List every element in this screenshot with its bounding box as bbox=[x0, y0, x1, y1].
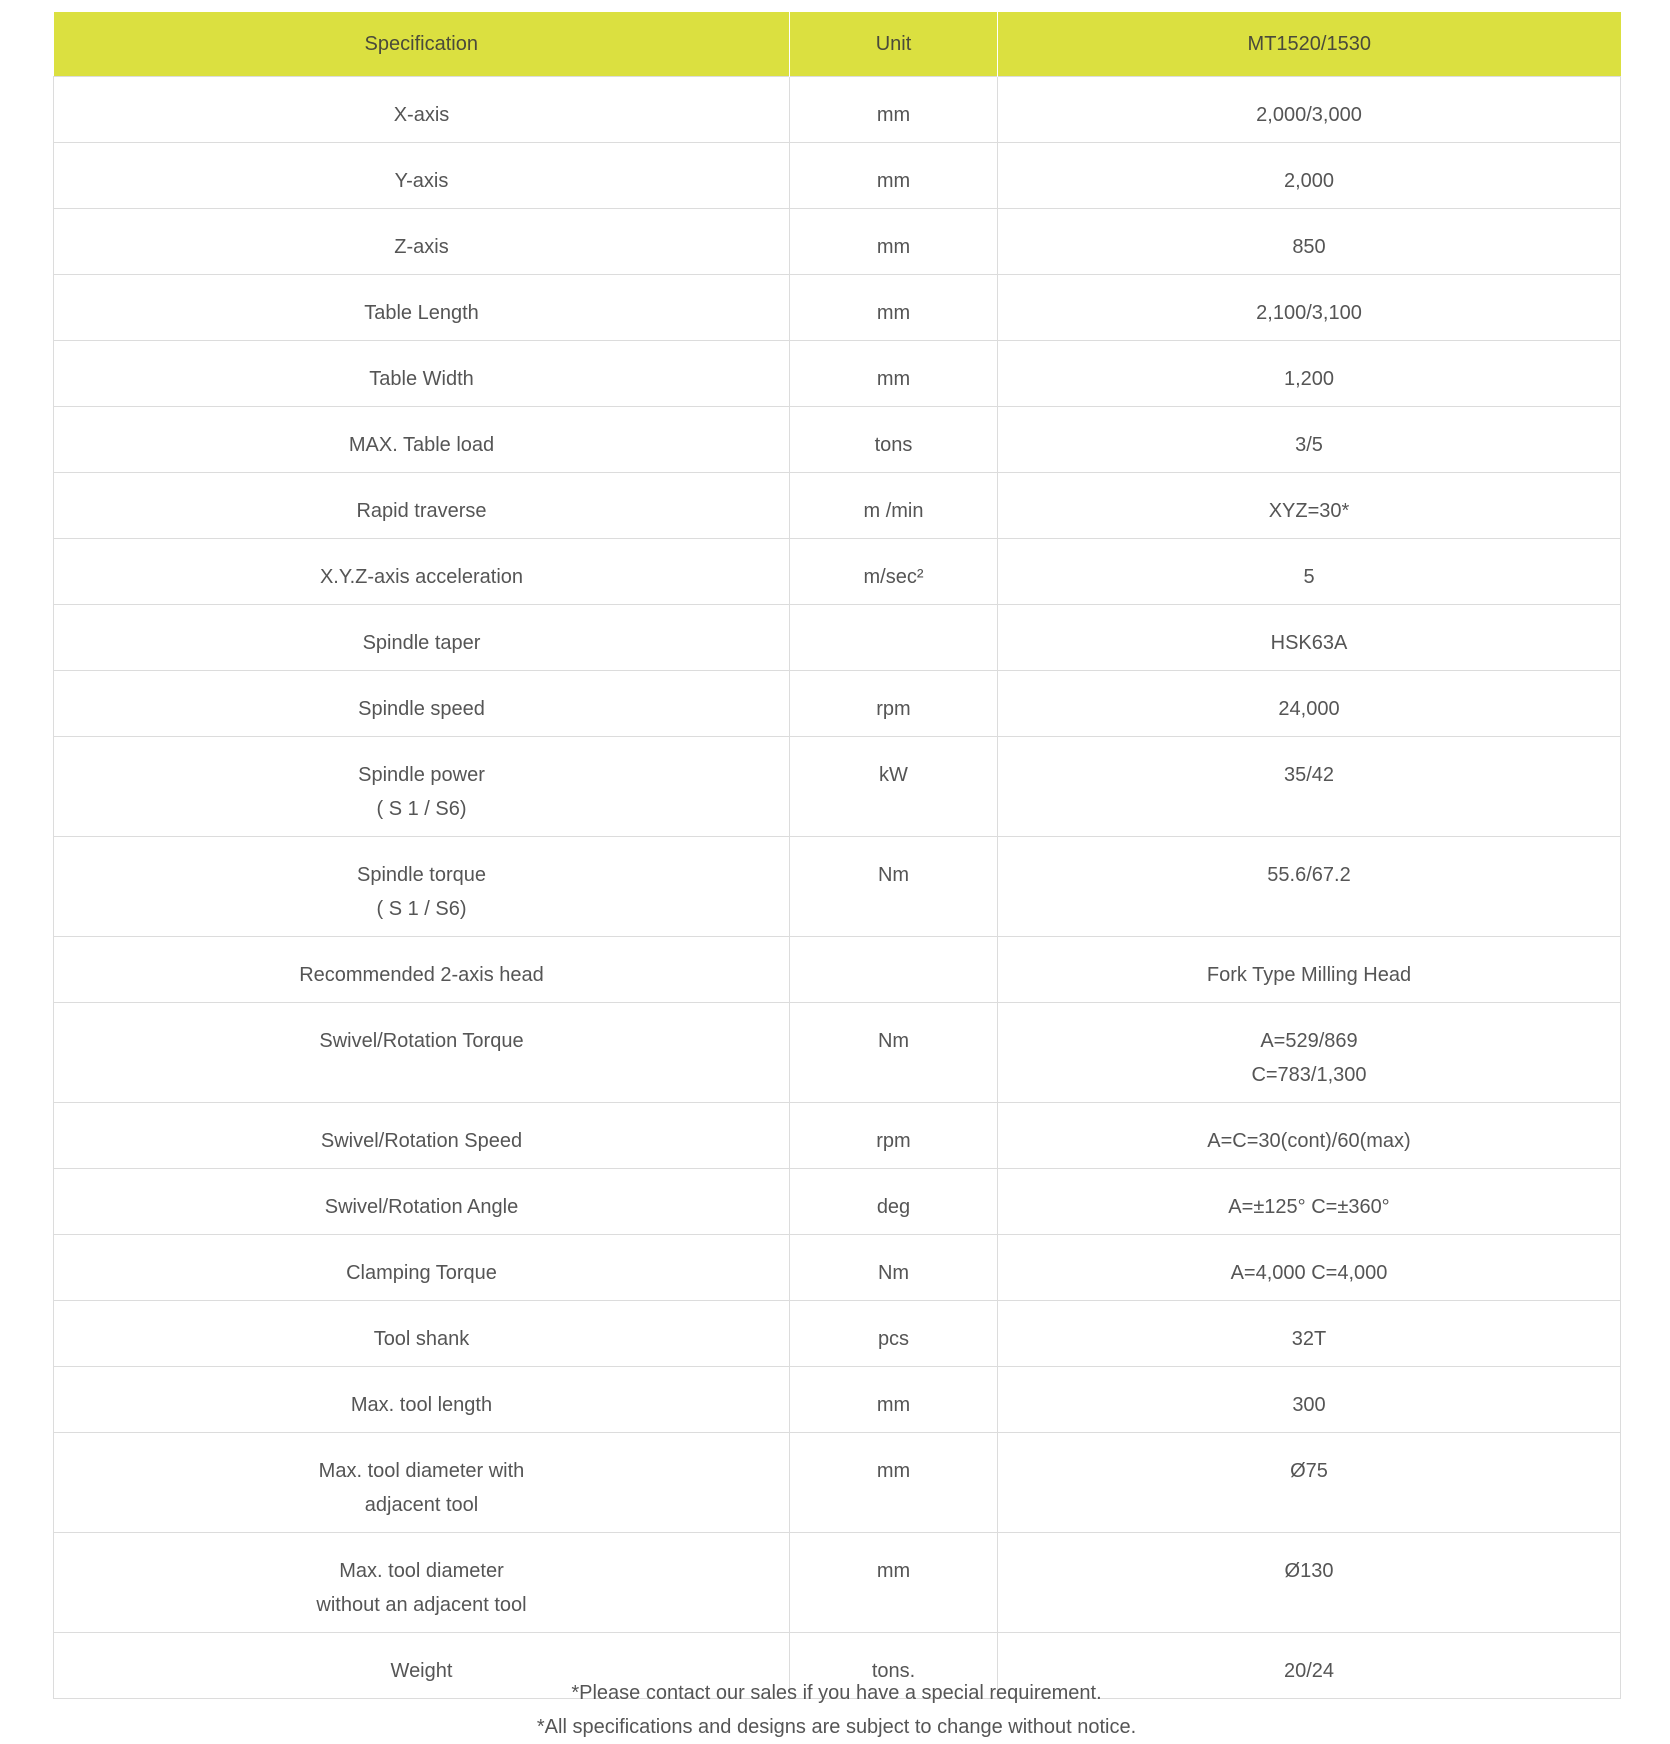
table-row bbox=[54, 143, 1621, 209]
spec-value: 2,000/3,000 bbox=[1256, 104, 1362, 126]
spec-value: A=4,000 C=4,000 bbox=[1230, 1262, 1388, 1284]
value-cell bbox=[998, 1433, 1621, 1533]
value-cell bbox=[998, 1003, 1621, 1103]
spec-value: 3/5 bbox=[1295, 434, 1323, 456]
value-cell bbox=[998, 473, 1621, 539]
unit-cell: tons. bbox=[790, 1633, 998, 1699]
value-cell bbox=[998, 275, 1621, 341]
spec-label: Spindle torque bbox=[357, 864, 486, 886]
unit-cell: mm bbox=[790, 209, 998, 275]
unit-cell: m/sec² bbox=[790, 539, 998, 605]
value-cell bbox=[998, 1533, 1621, 1633]
spec-value: C=783/1,300 bbox=[1251, 1064, 1367, 1086]
table-row bbox=[54, 671, 1621, 737]
value-cell bbox=[998, 209, 1621, 275]
value-cell bbox=[998, 937, 1621, 1003]
spec-cell bbox=[54, 1533, 790, 1633]
spec-value: Ø75 bbox=[1290, 1460, 1328, 1482]
table-row bbox=[54, 341, 1621, 407]
header-row bbox=[54, 12, 1621, 77]
spec-cell bbox=[54, 275, 790, 341]
table-row bbox=[54, 1169, 1621, 1235]
value-cell bbox=[998, 837, 1621, 937]
table-row bbox=[54, 1235, 1621, 1301]
spec-value: 1,200 bbox=[1283, 368, 1335, 390]
spec-label: X.Y.Z-axis acceleration bbox=[319, 566, 524, 588]
spec-value: A=529/869 bbox=[1260, 1030, 1358, 1052]
table-row bbox=[54, 1533, 1621, 1633]
spec-cell bbox=[54, 407, 790, 473]
value-cell bbox=[998, 1103, 1621, 1169]
spec-cell bbox=[54, 1433, 790, 1533]
spec-label: Recommended 2-axis head bbox=[299, 964, 544, 986]
spec-label: Table Length bbox=[364, 302, 479, 324]
table-row bbox=[54, 937, 1621, 1003]
spec-value: 20/24 bbox=[1283, 1660, 1335, 1682]
unit-cell: rpm bbox=[790, 1103, 998, 1169]
spec-label: Spindle power bbox=[358, 764, 485, 786]
spec-label: Spindle taper bbox=[362, 632, 481, 654]
header-model: MT1520/1530 bbox=[998, 12, 1621, 77]
spec-label: Max. tool length bbox=[350, 1394, 493, 1416]
table-row bbox=[54, 837, 1621, 937]
spec-label: Z-axis bbox=[394, 236, 449, 258]
footnote-contact-sales: *Please contact our sales if you have a special requirement. bbox=[571, 1682, 1102, 1704]
spec-cell bbox=[54, 605, 790, 671]
value-cell bbox=[998, 605, 1621, 671]
value-cell bbox=[998, 1235, 1621, 1301]
unit-cell: mm bbox=[790, 77, 998, 143]
spec-cell bbox=[54, 1367, 790, 1433]
header-unit: Unit bbox=[790, 12, 998, 77]
unit-cell: mm bbox=[790, 341, 998, 407]
spec-label: Y-axis bbox=[394, 170, 449, 192]
value-cell bbox=[998, 1367, 1621, 1433]
spec-label: ( S 1 / S6) bbox=[376, 798, 467, 820]
spec-value: A=±125° C=±360° bbox=[1228, 1196, 1390, 1218]
spec-label: ( S 1 / S6) bbox=[376, 898, 467, 920]
spec-cell bbox=[54, 837, 790, 937]
spec-table bbox=[53, 12, 1621, 1699]
spec-cell bbox=[54, 737, 790, 837]
spec-label: Rapid traverse bbox=[356, 500, 487, 522]
table-row bbox=[54, 1103, 1621, 1169]
spec-label: MAX. Table load bbox=[348, 434, 495, 456]
table-row bbox=[54, 275, 1621, 341]
spec-cell bbox=[54, 1103, 790, 1169]
table-row bbox=[54, 209, 1621, 275]
spec-cell bbox=[54, 209, 790, 275]
unit-cell: pcs bbox=[790, 1301, 998, 1367]
spec-value: 850 bbox=[1292, 236, 1326, 258]
spec-cell bbox=[54, 1301, 790, 1367]
value-cell bbox=[998, 539, 1621, 605]
unit-cell: mm bbox=[790, 275, 998, 341]
spec-cell bbox=[54, 77, 790, 143]
table-row bbox=[54, 1003, 1621, 1103]
spec-label: Tool shank bbox=[373, 1328, 470, 1350]
spec-cell bbox=[54, 1003, 790, 1103]
table-row bbox=[54, 1433, 1621, 1533]
unit-cell: mm bbox=[790, 1433, 998, 1533]
spec-value: 35/42 bbox=[1283, 764, 1335, 786]
spec-value: 24,000 bbox=[1278, 698, 1340, 720]
spec-label: X-axis bbox=[393, 104, 450, 126]
spec-label: Spindle speed bbox=[358, 698, 485, 720]
spec-label: Weight bbox=[390, 1660, 453, 1682]
unit-cell: deg bbox=[790, 1169, 998, 1235]
spec-table-body bbox=[54, 77, 1621, 1699]
spec-value: A=C=30(cont)/60(max) bbox=[1207, 1130, 1411, 1152]
value-cell bbox=[998, 143, 1621, 209]
spec-label: Max. tool diameter bbox=[339, 1560, 504, 1582]
unit-cell: Nm bbox=[790, 1003, 998, 1103]
spec-label: Swivel/Rotation Torque bbox=[319, 1030, 524, 1052]
spec-cell bbox=[54, 937, 790, 1003]
unit-cell bbox=[790, 605, 998, 671]
table-row bbox=[54, 407, 1621, 473]
spec-value: 2,000 bbox=[1283, 170, 1335, 192]
spec-value: 32T bbox=[1291, 1328, 1327, 1350]
spec-cell bbox=[54, 1235, 790, 1301]
spec-value: Ø130 bbox=[1284, 1560, 1334, 1582]
table-row bbox=[54, 737, 1621, 837]
spec-label: adjacent tool bbox=[364, 1494, 479, 1516]
spec-cell bbox=[54, 143, 790, 209]
spec-label: Clamping Torque bbox=[346, 1262, 497, 1284]
value-cell bbox=[998, 737, 1621, 837]
spec-table-head bbox=[54, 12, 1621, 77]
value-cell bbox=[998, 407, 1621, 473]
spec-cell bbox=[54, 473, 790, 539]
table-row bbox=[54, 605, 1621, 671]
spec-cell bbox=[54, 1169, 790, 1235]
spec-value: 2,100/3,100 bbox=[1256, 302, 1362, 324]
unit-cell: kW bbox=[790, 737, 998, 837]
spec-cell bbox=[54, 671, 790, 737]
footnotes bbox=[53, 1676, 1620, 1744]
unit-cell: rpm bbox=[790, 671, 998, 737]
table-row bbox=[54, 77, 1621, 143]
unit-cell: Nm bbox=[790, 1235, 998, 1301]
unit-cell: mm bbox=[790, 1367, 998, 1433]
value-cell bbox=[998, 77, 1621, 143]
spec-label: Swivel/Rotation Angle bbox=[324, 1196, 519, 1218]
unit-cell: tons bbox=[790, 407, 998, 473]
unit-cell: Nm bbox=[790, 837, 998, 937]
spec-value: 5 bbox=[1303, 566, 1315, 588]
spec-label: without an adjacent tool bbox=[316, 1594, 527, 1616]
table-row bbox=[54, 473, 1621, 539]
spec-cell bbox=[54, 539, 790, 605]
spec-label: Swivel/Rotation Speed bbox=[320, 1130, 523, 1152]
table-row bbox=[54, 539, 1621, 605]
unit-cell: m /min bbox=[790, 473, 998, 539]
unit-cell bbox=[790, 937, 998, 1003]
spec-value: 55.6/67.2 bbox=[1267, 864, 1351, 886]
table-row bbox=[54, 1367, 1621, 1433]
spec-value: 300 bbox=[1292, 1394, 1326, 1416]
value-cell bbox=[998, 1169, 1621, 1235]
footnote-change-notice: *All specifications and designs are subject to change without notice. bbox=[536, 1716, 1137, 1738]
spec-table-container bbox=[53, 12, 1620, 1699]
spec-label: Max. tool diameter with bbox=[318, 1460, 525, 1482]
value-cell bbox=[998, 1301, 1621, 1367]
unit-cell: mm bbox=[790, 1533, 998, 1633]
unit-cell: mm bbox=[790, 143, 998, 209]
table-row bbox=[54, 1301, 1621, 1367]
spec-value: XYZ=30* bbox=[1268, 500, 1350, 522]
value-cell bbox=[998, 341, 1621, 407]
spec-label: Table Width bbox=[369, 368, 474, 390]
header-specification: Specification bbox=[54, 12, 790, 77]
spec-value: HSK63A bbox=[1270, 632, 1348, 654]
spec-cell bbox=[54, 341, 790, 407]
spec-value: Fork Type Milling Head bbox=[1206, 964, 1412, 986]
value-cell bbox=[998, 671, 1621, 737]
